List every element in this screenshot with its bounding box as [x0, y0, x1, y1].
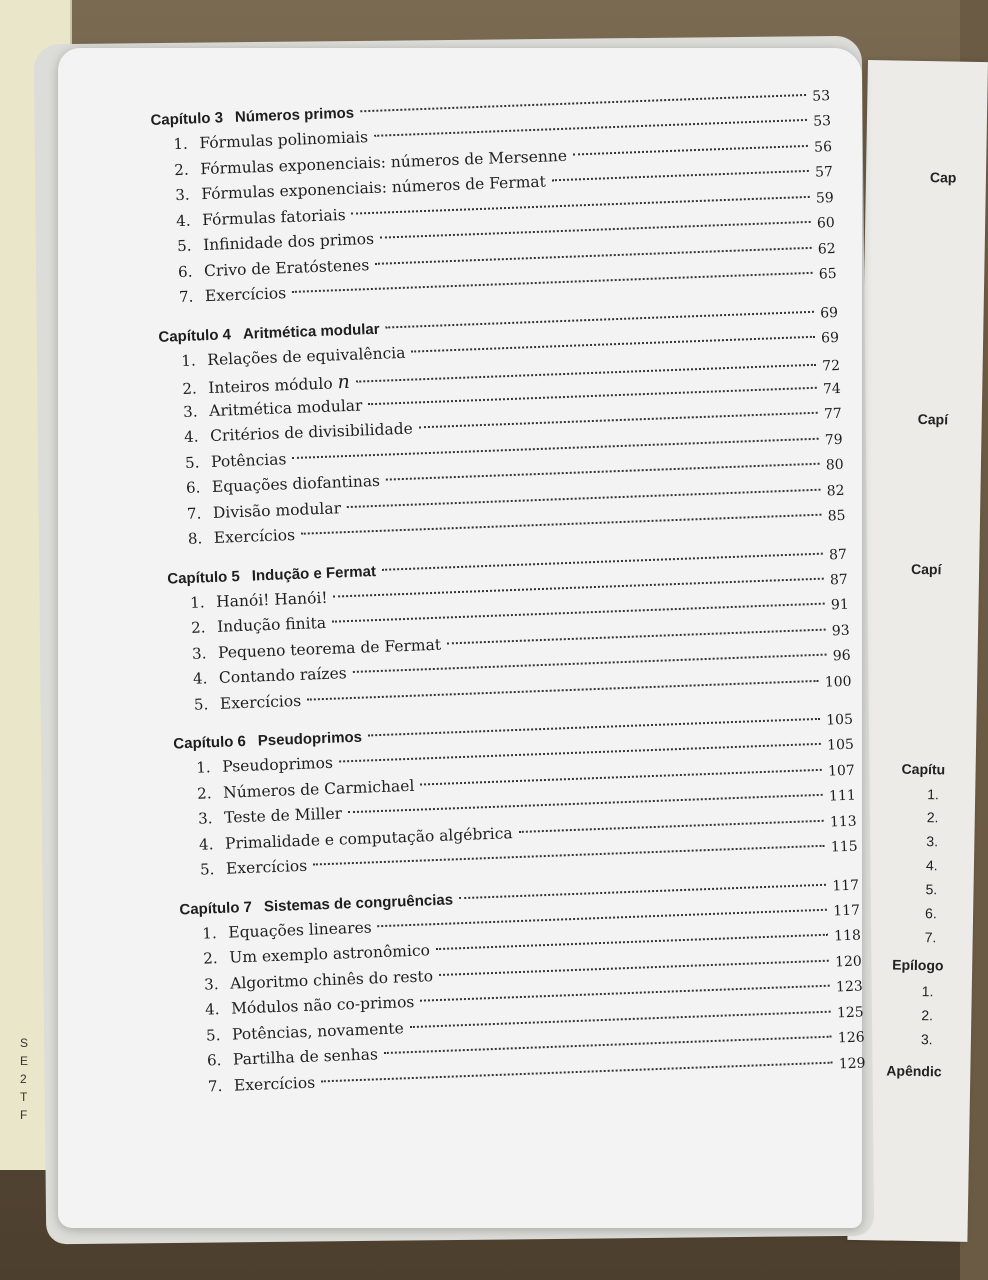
right-page-chapter-fragment: Capí: [910, 560, 942, 578]
dot-leader: [360, 94, 806, 112]
entry-number: 5.: [199, 860, 215, 879]
entry-title: [220, 691, 302, 712]
entry-number: 4.: [175, 211, 191, 230]
entry-title-text: Divisão modular: [212, 498, 342, 522]
entry-page-number: 87: [829, 571, 849, 588]
chapter-title: Pseudoprimos: [257, 728, 363, 750]
entry-title-text: Pequeno teorema de Fermat: [217, 635, 442, 662]
entry-page-number: 93: [831, 622, 850, 639]
entry-title-text: Indução finita: [216, 613, 327, 636]
chapter-title: Aritmética modular: [242, 320, 380, 343]
entry-page-number: 85: [827, 507, 846, 525]
entry-page-number: 82: [826, 482, 845, 499]
right-page-entry-number: 1.: [921, 983, 934, 1000]
chapter-page-number: 117: [832, 877, 860, 895]
entry-title-text: Hanói! Hanói!: [215, 588, 328, 611]
chapter-page-number: 53: [811, 88, 831, 105]
entry-number: 2.: [174, 160, 189, 179]
chapter-label: Capítulo 6: [173, 732, 247, 753]
entry-title: [228, 918, 372, 941]
entry-number: 3.: [182, 401, 198, 421]
entry-page-number: 91: [830, 596, 850, 614]
entry-number: 2.: [202, 949, 218, 968]
chapter-label: Capítulo 5: [167, 567, 241, 588]
entry-title-text: Partilha de senhas: [232, 1045, 379, 1069]
entry-title-text: Exercícios: [225, 856, 308, 878]
entry-title-text: Exercícios: [219, 691, 302, 713]
toc-chapter: [150, 87, 837, 314]
left-book-text-fragment: E: [20, 1054, 29, 1068]
entry-page-number: 113: [829, 813, 857, 831]
entry-page-number: 62: [817, 240, 836, 258]
dot-leader: [573, 144, 808, 155]
entry-title-text: Potências, novamente: [231, 1018, 405, 1044]
entry-number: 7.: [178, 287, 194, 307]
entry-title: [234, 1073, 316, 1094]
entry-title: [216, 588, 328, 610]
entry-title-text: Um exemplo astronômico: [228, 941, 431, 967]
entry-title-text: Critérios de divisibilidade: [209, 419, 414, 446]
right-page-entry-number: 3.: [926, 833, 939, 850]
chapter-title: Números primos: [234, 104, 355, 126]
entry-title: [214, 526, 296, 547]
entry-number: 4.: [183, 427, 199, 446]
dot-leader: [519, 819, 824, 832]
entry-page-number: 125: [836, 1003, 864, 1021]
entry-page-number: 117: [832, 902, 861, 919]
entry-page-number: 60: [816, 214, 836, 232]
entry-page-number: 105: [826, 736, 855, 754]
entry-title-text: Equações lineares: [227, 917, 372, 942]
right-page-entry-number: 2.: [926, 809, 939, 826]
entry-number: 7.: [186, 503, 202, 523]
dot-leader: [552, 170, 809, 181]
entry-page-number: 74: [822, 380, 842, 398]
entry-title: [219, 664, 347, 687]
entry-page-number: 72: [821, 357, 841, 375]
entry-number: 6.: [185, 478, 201, 497]
entry-page-number: 53: [812, 113, 832, 130]
toc-chapter: [179, 862, 866, 1103]
entry-number: 3.: [203, 974, 219, 994]
entry-page-number: 120: [834, 952, 863, 970]
entry-page-number: 118: [833, 927, 862, 945]
entry-title: [205, 284, 287, 305]
entry-title-text: Potências: [210, 449, 287, 471]
right-page-chapter-fragment: Capítu: [901, 760, 946, 778]
entry-number: 5.: [184, 452, 200, 472]
entry-title-text: Primalidade e computação algébrica: [224, 823, 513, 853]
chapter-page-number: 87: [828, 546, 848, 563]
entry-number: 7.: [207, 1076, 223, 1096]
entry-number: 1.: [195, 758, 211, 777]
entry-page-number: 100: [824, 673, 852, 691]
entry-title-text: Números de Carmichael: [222, 776, 415, 802]
entry-number: 2.: [190, 618, 206, 637]
left-book-text-fragment: T: [20, 1090, 28, 1104]
dot-leader: [382, 552, 823, 570]
entry-title-text: Exercícios: [213, 525, 296, 547]
entry-number: 2.: [196, 783, 212, 803]
entry-title: [224, 804, 343, 826]
entry-page-number: 126: [837, 1029, 865, 1047]
entry-number: 4.: [192, 669, 208, 688]
dot-leader: [459, 883, 826, 898]
entry-title-text: Algoritmo chinês do resto: [229, 966, 434, 993]
right-page-entry-number: 5.: [925, 881, 938, 898]
entry-title-text: Aritmética modular: [208, 395, 363, 420]
entry-title-text: Fórmulas fatoriais: [201, 205, 346, 229]
chapter-page-number: 105: [825, 711, 854, 729]
chapter-page-number: 69: [819, 304, 839, 322]
chapter-label: Capítulo 4: [158, 325, 232, 346]
entry-title-text: Teste de Miller: [223, 804, 343, 827]
entry-page-number: 111: [828, 787, 857, 805]
right-page-entry-number: 2.: [921, 1007, 934, 1024]
entry-page-number: 80: [825, 456, 844, 474]
entry-number: 4.: [204, 1000, 220, 1019]
entry-page-number: 79: [824, 431, 843, 448]
entry-number: 1.: [173, 134, 189, 154]
entry-title: [226, 857, 308, 878]
right-page-chapter-fragment: Epílogo: [892, 956, 944, 974]
left-book-text-fragment: F: [20, 1108, 28, 1122]
entry-title-text: Fórmulas exponenciais: números de Mersenne: [200, 146, 568, 178]
entry-title: [202, 205, 346, 228]
right-page-entry-number: 3.: [920, 1031, 933, 1048]
entry-number: 5.: [176, 236, 192, 256]
book-page: [58, 48, 866, 1228]
entry-title-text: Exercícios: [204, 284, 287, 306]
entry-title-text: Fórmulas exponenciais: números de Fermat: [200, 172, 547, 204]
entry-page-number: 129: [838, 1054, 866, 1072]
entry-page-number: 123: [835, 978, 864, 996]
entry-number: 3.: [197, 809, 213, 828]
table-of-contents: [150, 81, 866, 1103]
entry-title-text: Fórmulas polinomiais: [199, 128, 369, 153]
entry-number: 2.: [182, 379, 198, 398]
entry-title: [208, 371, 350, 398]
entry-title-text: Exercícios: [233, 1073, 316, 1095]
right-page-chapter-fragment: Capí: [917, 410, 949, 428]
entry-title-text: Módulos não co-primos: [230, 992, 415, 1018]
entry-title: [217, 614, 327, 636]
entry-number: 4.: [198, 834, 214, 854]
right-page-entry-number: 7.: [924, 929, 937, 946]
entry-title-text: Pseudoprimos: [221, 753, 334, 776]
entry-title-text: Contando raízes: [218, 664, 347, 687]
entry-page-number: 77: [823, 405, 843, 423]
entry-number: 8.: [187, 529, 203, 548]
right-page-chapter-fragment: Cap: [929, 169, 957, 186]
chapter-label: Capítulo 7: [179, 898, 253, 918]
entry-page-number: 56: [813, 138, 833, 156]
entry-number: 3.: [191, 643, 207, 663]
entry-page-number: 115: [830, 838, 858, 856]
chapter-title: Indução e Fermat: [251, 562, 377, 585]
left-book-text-fragment: S: [20, 1036, 29, 1050]
entry-title-text: Crivo de Eratóstenes: [203, 255, 370, 280]
entry-page-number: 69: [820, 329, 840, 347]
entry-number: 5.: [205, 1025, 221, 1045]
entry-title-text: Relações de equivalência: [207, 343, 406, 369]
toc-chapter: [158, 289, 846, 556]
toc-chapter: [167, 531, 853, 721]
entry-number: 6.: [177, 262, 193, 281]
left-book-text-fragment: 2: [20, 1072, 27, 1086]
entry-number: 1.: [189, 592, 205, 612]
entry-number: 1.: [202, 923, 217, 943]
dot-leader: [385, 310, 814, 328]
entry-number: 6.: [206, 1051, 222, 1070]
entry-title-text: Inteiros módulo: [208, 374, 333, 398]
entry-title: [213, 499, 342, 522]
right-page-chapter-fragment: Apêndic: [886, 1062, 942, 1080]
entry-title-text: Equações diofantinas: [211, 471, 381, 496]
toc-chapter: [173, 697, 859, 887]
entry-page-number: 59: [815, 189, 835, 207]
entry-page-number: 107: [827, 762, 856, 780]
entry-title: [211, 450, 287, 471]
chapter-title: Sistemas de congruências: [263, 890, 454, 915]
right-page-entry-number: 6.: [924, 905, 937, 922]
entry-page-number: 96: [832, 647, 851, 665]
right-page-entry-number: 4.: [925, 857, 938, 874]
dot-leader: [368, 718, 820, 737]
entry-page-number: 65: [818, 265, 837, 283]
right-page-entry-number: 1.: [927, 786, 940, 803]
entry-title-text: Infinidade dos primos: [202, 229, 375, 255]
math-variable: n: [337, 370, 351, 394]
entry-title: [233, 1045, 379, 1068]
entry-title: [222, 754, 333, 776]
entry-number: 5.: [193, 694, 209, 714]
entry-page-number: 57: [814, 164, 834, 181]
chapter-label: Capítulo 3: [150, 109, 224, 129]
entry-number: 1.: [181, 351, 196, 370]
entry-number: 3.: [174, 185, 190, 205]
